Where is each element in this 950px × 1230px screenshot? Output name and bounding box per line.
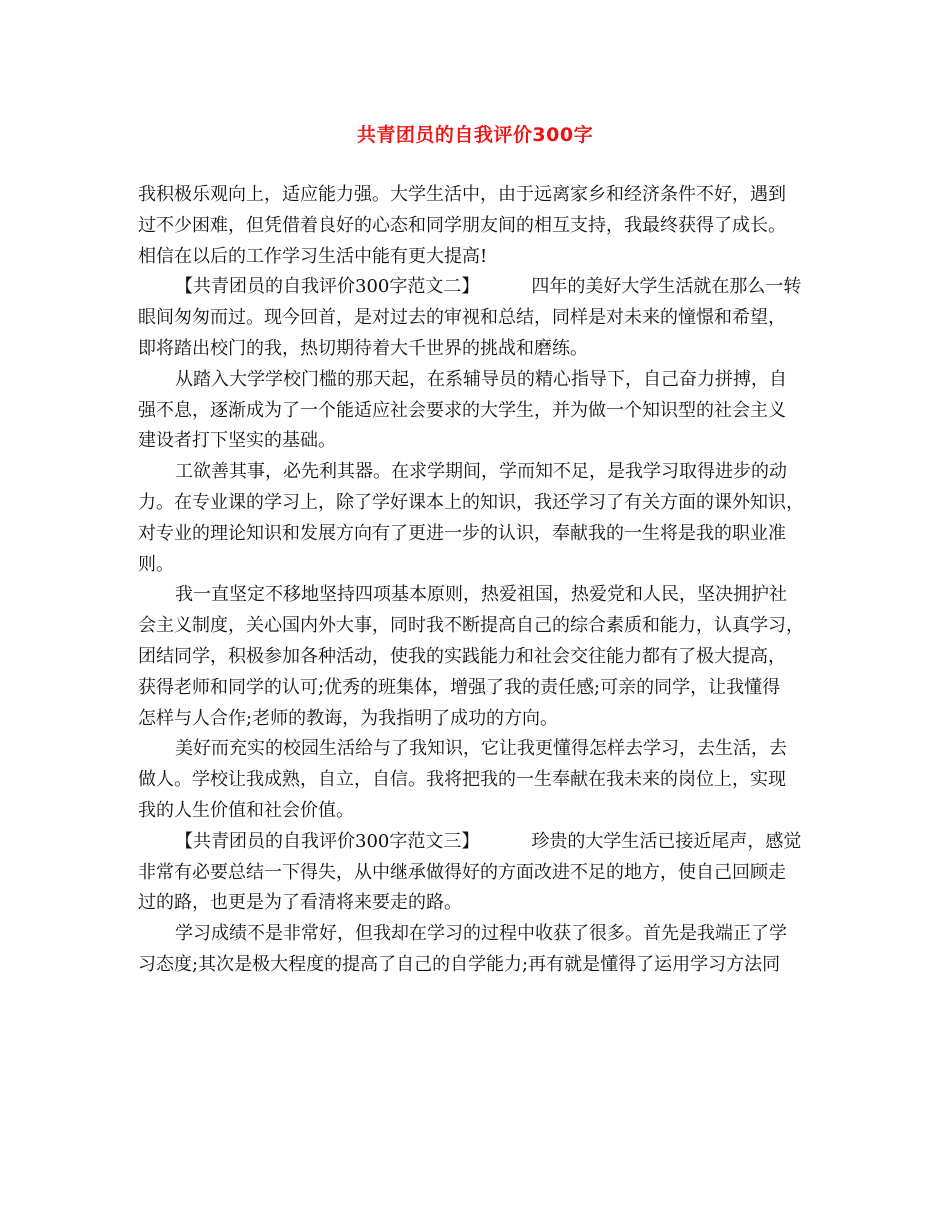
- text-line: 会主义制度，关心国内外大事，同时我不断提高自己的综合素质和能力，认真学习，: [138, 615, 804, 637]
- section-heading: 【共青团员的自我评价300字范文二】: [175, 276, 480, 298]
- text-line: 过不少困难，但凭借着良好的心态和同学朋友间的相互支持，我最终获得了成长。: [138, 214, 786, 236]
- text-line: 相信在以后的工作学习生活中能有更大提高!: [138, 245, 488, 267]
- text-span: 四年的美好大学生活就在那么一转: [531, 276, 802, 298]
- text-line: 建设者打下坚实的基础。: [138, 430, 336, 452]
- text-line: 习态度;其次是极大程度的提高了自己的自学能力;再有就是懂得了运用学习方法同: [138, 953, 781, 975]
- text-line: 眼间匆匆而过。现今回首，是对过去的审视和总结，同样是对未来的憧憬和希望，: [138, 307, 786, 329]
- text-line: 过的路，也更是为了看清将来要走的路。: [138, 892, 462, 914]
- document-title: 共青团员的自我评价300字: [356, 124, 594, 146]
- document-body: [138, 180, 822, 981]
- text-line: 美好而充实的校园生活给与了我知识，它让我更懂得怎样去学习，去生活，去: [175, 738, 787, 760]
- text-line: 从踏入大学学校门槛的那天起，在系辅导员的精心指导下，自己奋力拼搏，自: [175, 368, 787, 390]
- text-line: 我积极乐观向上，适应能力强。大学生活中，由于远离家乡和经济条件不好，遇到: [138, 184, 786, 205]
- text-line: 怎样与人合作;老师的教诲，为我指明了成功的方向。: [138, 707, 559, 729]
- text-line: 我一直坚定不移地坚持四项基本原则，热爱祖国，热爱党和人民，坚决拥护社: [175, 584, 787, 606]
- text-line: 做人。学校让我成熟，自立，自信。我将把我的一生奉献在我未来的岗位上，实现: [138, 769, 786, 791]
- text-line: 我的人生价值和社会价值。: [138, 799, 354, 821]
- section-heading-line: [138, 827, 822, 858]
- text-line: 非常有必要总结一下得失，从中继承做得好的方面改进不足的地方，使自己回顾走: [138, 861, 786, 883]
- text-line: 强不息，逐渐成为了一个能适应社会要求的大学生，并为做一个知识型的社会主义: [138, 399, 786, 421]
- text-line: 团结同学，积极参加各种活动，使我的实践能力和社会交往能力都有了极大提高，: [138, 645, 786, 667]
- text-line: 获得老师和同学的认可;优秀的班集体，增强了我的责任感;可亲的同学，让我懂得: [138, 676, 781, 698]
- text-line: 学习成绩不是非常好，但我却在学习的过程中收获了很多。首先是我端正了学: [175, 923, 787, 945]
- text-span: 珍贵的大学生活已接近尾声，感觉: [531, 830, 802, 852]
- text-line: 即将踏出校门的我，热切期待着大千世界的挑战和磨练。: [138, 337, 588, 359]
- text-line: 对专业的理论知识和发展方向有了更进一步的认识，奉献我的一生将是我的职业准: [138, 522, 786, 544]
- text-line: 则。: [138, 553, 174, 575]
- text-line: 力。在专业课的学习上，除了学好课本上的知识，我还学习了有关方面的课外知识，: [138, 491, 804, 513]
- section-heading-line: [138, 272, 822, 303]
- section-heading: 【共青团员的自我评价300字范文三】: [175, 830, 480, 852]
- text-line: 工欲善其事，必先利其器。在求学期间，学而知不足，是我学习取得进步的动: [175, 461, 787, 483]
